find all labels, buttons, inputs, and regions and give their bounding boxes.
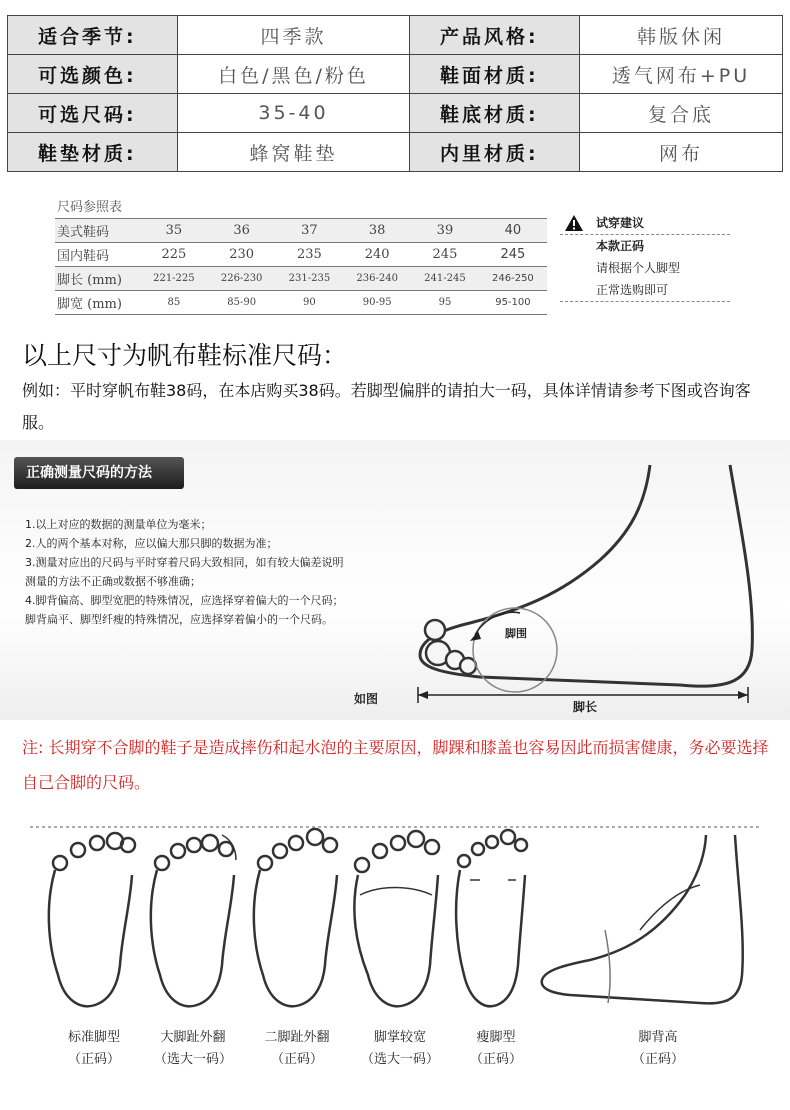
size-row bbox=[55, 243, 547, 267]
size-cell: 245 bbox=[411, 243, 479, 267]
size-cell: 235 bbox=[276, 243, 344, 267]
size-cell: 85 bbox=[140, 291, 208, 315]
spec-label: 鞋垫材质: bbox=[8, 133, 178, 172]
foot-type-label bbox=[143, 1027, 243, 1071]
measure-badge: 正确测量尺码的方法 bbox=[14, 457, 184, 489]
foot-type-name: 二脚趾外翻 bbox=[264, 1030, 330, 1045]
foot-outline bbox=[542, 835, 743, 1003]
foot-type-name: 脚掌较宽 bbox=[373, 1030, 426, 1045]
size-row bbox=[55, 267, 547, 291]
measure-notes bbox=[25, 515, 344, 629]
advice-line: 本款正码 bbox=[596, 239, 645, 253]
size-cell: 226-230 bbox=[208, 267, 276, 291]
spec-row bbox=[8, 94, 783, 133]
size-cell: 225 bbox=[140, 243, 208, 267]
size-cell: 241-245 bbox=[411, 267, 479, 291]
foot-type-advice: （正码） bbox=[631, 1052, 684, 1067]
spec-value: 白色/黑色/粉色 bbox=[178, 55, 410, 94]
spec-row bbox=[8, 16, 783, 55]
spec-value: 复合底 bbox=[580, 94, 783, 133]
size-cell: 240 bbox=[343, 243, 411, 267]
spec-label: 可选颜色: bbox=[8, 55, 178, 94]
size-cell: 95-100 bbox=[479, 291, 547, 315]
advice-line: 正常选购即可 bbox=[596, 283, 669, 297]
spec-label: 可选尺码: bbox=[8, 94, 178, 133]
advice-line: 请根据个人脚型 bbox=[596, 261, 681, 275]
size-row-head: 脚长 (mm) bbox=[55, 267, 140, 291]
foot-type-name: 标准脚型 bbox=[67, 1030, 120, 1045]
spec-label: 鞋面材质: bbox=[410, 55, 580, 94]
page-headline: 以上尺寸为帆布鞋标准尺码： bbox=[22, 341, 348, 370]
figure-caption: 如图 bbox=[354, 692, 379, 706]
foot-type-label bbox=[44, 1027, 144, 1071]
foot-type-label bbox=[608, 1027, 708, 1071]
fitting-advice bbox=[560, 212, 730, 302]
size-cell: 85-90 bbox=[208, 291, 276, 315]
foot-type-name: 脚背高 bbox=[638, 1030, 678, 1045]
measure-note: 1.以上对应的数据的测量单位为毫米； bbox=[25, 518, 212, 531]
foot-type-advice: （正码） bbox=[67, 1052, 120, 1067]
spec-value: 透气网布+PU bbox=[580, 55, 783, 94]
size-cell: 37 bbox=[276, 219, 344, 243]
size-cell: 40 bbox=[479, 219, 547, 243]
foot-type-label bbox=[350, 1027, 450, 1071]
foot-outline bbox=[354, 831, 439, 1006]
length-label: 脚长 bbox=[572, 700, 598, 714]
size-cell: 245 bbox=[479, 243, 547, 267]
spec-value: 35-40 bbox=[178, 94, 410, 133]
spec-label: 产品风格: bbox=[410, 16, 580, 55]
spec-table bbox=[7, 15, 783, 172]
spec-value: 四季款 bbox=[178, 16, 410, 55]
measure-note: 4.脚背偏高、脚型宽肥的特殊情况，应选择穿着偏大的一个尺码； bbox=[25, 594, 344, 607]
foot-type-label bbox=[247, 1027, 347, 1071]
size-cell: 246-250 bbox=[479, 267, 547, 291]
size-cell: 231-235 bbox=[276, 267, 344, 291]
size-row bbox=[55, 291, 547, 315]
spec-label: 鞋底材质: bbox=[410, 94, 580, 133]
spec-value: 韩版休闲 bbox=[580, 16, 783, 55]
foot-outline bbox=[254, 829, 337, 1006]
size-cell: 236-240 bbox=[343, 267, 411, 291]
measure-section bbox=[0, 440, 790, 720]
measure-note: 测量的方法不正确或数据不够准确； bbox=[25, 575, 201, 588]
health-warning: 注: 长期穿不合脚的鞋子是造成摔伤和起水泡的主要原因，脚踝和膝盖也容易因此而损害健康，务必要选择自己合脚的尺码。 bbox=[22, 738, 769, 792]
size-row-head: 美式鞋码 bbox=[55, 219, 140, 243]
girth-label: 脚围 bbox=[505, 627, 527, 640]
size-cell: 95 bbox=[411, 291, 479, 315]
foot-outline bbox=[456, 830, 527, 1006]
foot-type-label bbox=[446, 1027, 546, 1071]
measure-note: 2.人的两个基本对称，应以偏大那只脚的数据为准； bbox=[25, 537, 278, 550]
foot-type-advice: （选大一码） bbox=[360, 1052, 439, 1067]
size-row-head: 国内鞋码 bbox=[55, 243, 140, 267]
size-row-head: 脚宽 (mm) bbox=[55, 291, 140, 315]
foot-outline bbox=[49, 833, 135, 1006]
warning-icon bbox=[564, 214, 584, 232]
foot-types-illustration bbox=[0, 815, 790, 1035]
size-cell: 230 bbox=[208, 243, 276, 267]
size-cell: 90-95 bbox=[343, 291, 411, 315]
spec-label: 内里材质: bbox=[410, 133, 580, 172]
size-explanation: 例如：平时穿帆布鞋38码，在本店购买38码。若脚型偏胖的请拍大一码，具体详情请参考下图或咨询客服。 bbox=[22, 381, 751, 432]
size-row bbox=[55, 219, 547, 243]
foot-outline bbox=[151, 835, 236, 1006]
size-cell: 39 bbox=[411, 219, 479, 243]
foot-type-advice: （正码） bbox=[270, 1052, 323, 1067]
size-cell: 38 bbox=[343, 219, 411, 243]
spec-value: 网布 bbox=[580, 133, 783, 172]
spec-row bbox=[8, 133, 783, 172]
spec-label: 适合季节: bbox=[8, 16, 178, 55]
size-cell: 36 bbox=[208, 219, 276, 243]
size-cell: 90 bbox=[276, 291, 344, 315]
foot-type-advice: （选大一码） bbox=[153, 1052, 232, 1067]
size-chart-title: 尺码参照表 bbox=[57, 200, 123, 215]
foot-side-illustration bbox=[400, 445, 780, 715]
foot-type-name: 大脚趾外翻 bbox=[160, 1030, 226, 1045]
measure-note: 脚背扁平、脚型纤瘦的特殊情况，应选择穿着偏小的一个尺码。 bbox=[25, 613, 333, 626]
foot-type-name: 瘦脚型 bbox=[476, 1030, 516, 1045]
size-cell: 221-225 bbox=[140, 267, 208, 291]
spec-row bbox=[8, 55, 783, 94]
size-chart-table bbox=[55, 218, 547, 315]
advice-title: 试穿建议 bbox=[596, 216, 645, 230]
foot-type-advice: （正码） bbox=[469, 1052, 522, 1067]
spec-value: 蜂窝鞋垫 bbox=[178, 133, 410, 172]
measure-note: 3.测量对应出的尺码与平时穿着尺码大致相同，如有较大偏差说明 bbox=[25, 556, 344, 569]
size-cell: 35 bbox=[140, 219, 208, 243]
